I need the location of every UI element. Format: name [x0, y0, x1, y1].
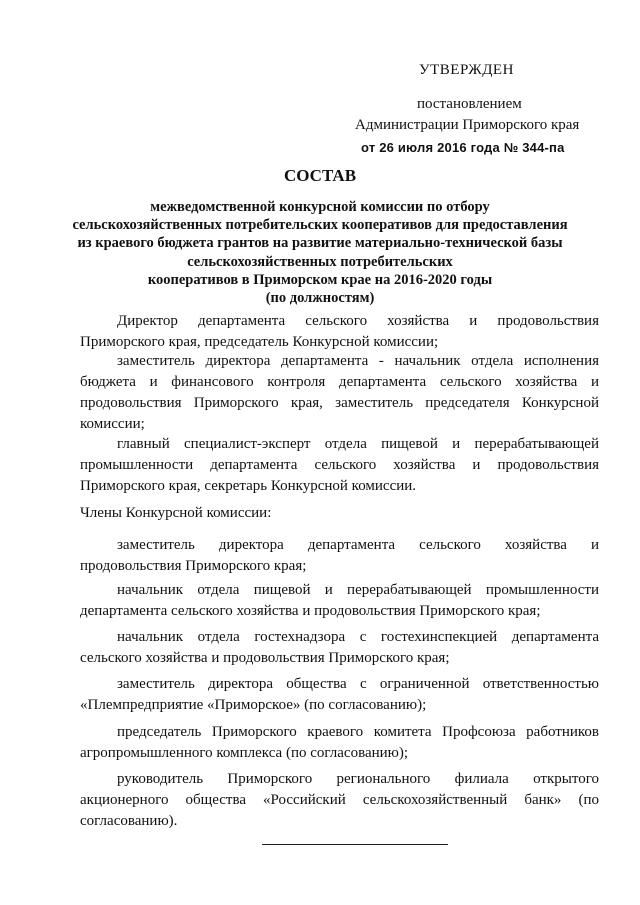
subtitle-line: сельскохозяйственных потребительских [187, 253, 453, 270]
end-divider [262, 844, 448, 845]
commission-chair-paragraph: Директор департамента сельского хозяйства и продовольствия Приморского края, председатель Конкурсной комиссии; [80, 313, 599, 350]
decree-reference-line-1: постановлением [417, 96, 522, 112]
members-heading: Члены Конкурсной комиссии: [80, 505, 272, 521]
member-paragraph: председатель Приморского краевого комитета Профсоюза работников агропромышленного комплекса (по согласованию); [80, 724, 599, 761]
subtitle-line: сельскохозяйственных потребительских кооперативов для предоставления [72, 217, 568, 234]
subtitle-line: (по должностям) [265, 290, 375, 307]
member-paragraph: руководитель Приморского регионального филиала открытого акционерного общества «Российский сельскохозяйственный банк» (по согласованию). [80, 771, 599, 829]
approved-stamp-heading: УТВЕРЖДЕН [419, 62, 514, 78]
member-paragraph: начальник отдела гостехнадзора с гостехинспекцией департамента сельского хозяйства и продовольствия Приморского края; [80, 629, 599, 666]
member-paragraph: начальник отдела пищевой и перерабатывающей промышленности департамента сельского хозяйства и продовольствия Приморского края; [80, 582, 599, 619]
member-paragraph: заместитель директора общества с ограниченной ответственностью «Племпредприятие «Приморское» (по согласованию); [80, 676, 599, 713]
commission-deputy-chair-paragraph: заместитель директора департамента - начальник отдела исполнения бюджета и финансового контроля департамента сельского хозяйства и продовольствия Приморского края, заместитель председателя Конкурсной комиссии; [80, 353, 599, 432]
subtitle-line: межведомственной конкурсной комиссии по отбору [150, 199, 490, 215]
decree-date-number: от 26 июля 2016 года № 344-па [361, 140, 565, 155]
document-title: СОСТАВ [283, 166, 357, 185]
member-paragraph: заместитель директора департамента сельского хозяйства и продовольствия Приморского края; [80, 537, 599, 574]
decree-reference-line-2: Администрации Приморского края [355, 117, 580, 133]
document-subtitle [60, 198, 580, 307]
subtitle-line: кооперативов в Приморском крае на 2016-2020 годы [147, 271, 493, 288]
commission-secretary-paragraph: главный специалист-эксперт отдела пищевой и перерабатывающей промышленности департамента сельского хозяйства и продовольствия Приморского края, секретарь Конкурсной комиссии. [80, 436, 599, 494]
subtitle-line: из краевого бюджета грантов на развитие материально-технической базы [77, 235, 563, 252]
